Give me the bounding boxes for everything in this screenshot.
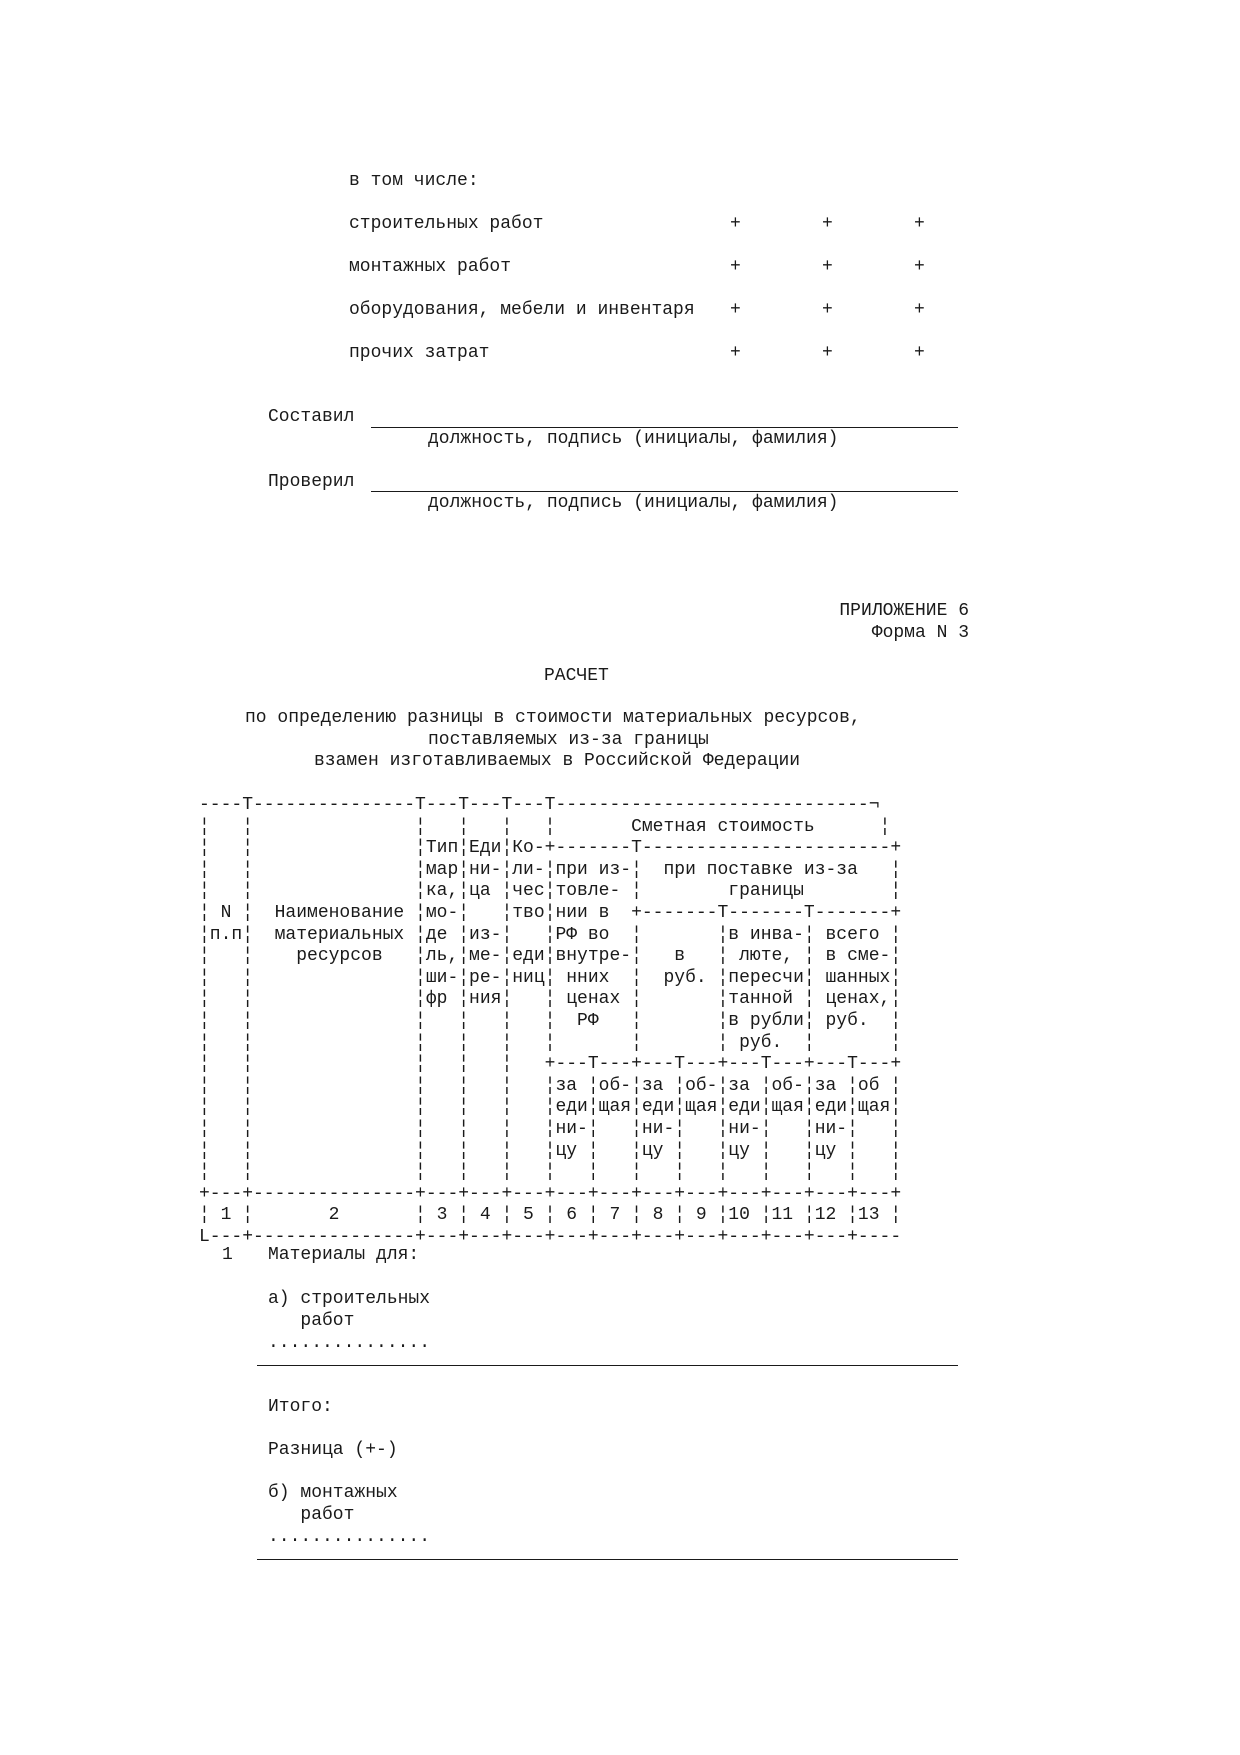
row-separator bbox=[257, 1559, 958, 1560]
appendix-name: ПРИЛОЖЕНИЕ 6 bbox=[839, 601, 969, 621]
totals-row-mark: + bbox=[822, 257, 833, 277]
totals-row-label: оборудования, мебели и инвентаря bbox=[349, 300, 695, 320]
page-title: РАСЧЕТ bbox=[544, 666, 609, 686]
sub-b-dots: ............... bbox=[268, 1527, 431, 1547]
totals-row-mark: + bbox=[822, 343, 833, 363]
compiled-by-label: Составил bbox=[268, 407, 355, 427]
checked-by-signature-line bbox=[371, 491, 958, 492]
totals-row-mark: + bbox=[914, 343, 925, 363]
compiled-by-caption: должность, подпись (инициалы, фамилия) bbox=[428, 429, 839, 449]
totals-row-mark: + bbox=[914, 257, 925, 277]
row-separator bbox=[257, 1365, 958, 1366]
totals-row-mark: + bbox=[914, 214, 925, 234]
sub-a-line-1: а) строительных bbox=[268, 1289, 431, 1309]
difference-label: Разница (+-) bbox=[268, 1440, 398, 1460]
totals-row-mark: + bbox=[730, 257, 741, 277]
checked-by-caption: должность, подпись (инициалы, фамилия) bbox=[428, 493, 839, 513]
sub-a-dots: ............... bbox=[268, 1333, 431, 1353]
title-line-3: взамен изготавливаемых в Российской Федерации bbox=[314, 751, 801, 771]
table-header: ----T---------------T---T---T---T-----------------------------¬ ¦ ¦ ¦ ¦ ¦ ¦ Сметная стоимость ¦ ¦ ¦ ¦Тип¦Еди¦Ко-+-------T-----------------------+ ¦ ¦ ¦мар¦ни-¦ли-¦при из-¦ при поставке из-за ¦ ¦ ¦ ¦ка,¦ца ¦чес¦товле- ¦ границы ¦ ¦ N ¦ Наименование ¦мо-¦ ¦тво¦нии в +-------T-------T-------+ ¦п.п¦ материальных ¦де ¦из-¦ ¦РФ во ¦ ¦в инва-¦ всего ¦ ¦ ¦ ресурсов ¦ль,¦ме-¦еди¦внутре-¦ в ¦ люте, ¦ в сме-¦ ¦ ¦ ¦ши-¦ре-¦ниц¦ нних ¦ руб. ¦пересчи¦ шанных¦ ¦ ¦ ¦фр ¦ния¦ ¦ ценах ¦ ¦танной ¦ ценах,¦ ¦ ¦ ¦ ¦ ¦ ¦ РФ ¦ ¦в рубли¦ руб. ¦ ¦ ¦ ¦ ¦ ¦ ¦ ¦ ¦ руб. ¦ ¦ ¦ ¦ ¦ ¦ ¦ +---T---+---T---+---T---+---T---+ ¦ ¦ ¦ ¦ ¦ ¦за ¦об-¦за ¦об-¦за ¦об-¦за ¦об ¦ ¦ ¦ ¦ ¦ ¦ ¦еди¦щая¦еди¦щая¦еди¦щая¦еди¦щая¦ ¦ ¦ ¦ ¦ ¦ ¦ни-¦ ¦ни-¦ ¦ни-¦ ¦ни-¦ ¦ ¦ ¦ ¦ ¦ ¦ ¦цу ¦ ¦цу ¦ ¦цу ¦ ¦цу ¦ ¦ ¦ ¦ ¦ ¦ ¦ ¦ ¦ ¦ ¦ ¦ ¦ ¦ ¦ ¦ +---+---------------+---+---+---+---+---+---+---+---+---+---+---+ ¦ 1 ¦ 2 ¦ 3 ¦ 4 ¦ 5 ¦ 6 ¦ 7 ¦ 8 ¦ 9 ¦10 ¦11 ¦12 ¦13 ¦ L---+---------------+---+---+---+---+---+---+---+---+---+---+---- bbox=[199, 795, 902, 1247]
totals-row-mark: + bbox=[730, 343, 741, 363]
totals-row-mark: + bbox=[822, 214, 833, 234]
sub-b-line-2: работ bbox=[268, 1505, 355, 1525]
sub-a-line-2: работ bbox=[268, 1311, 355, 1331]
title-line-1: по определению разницы в стоимости материальных ресурсов, bbox=[245, 708, 861, 728]
title-line-2: поставляемых из-за границы bbox=[428, 730, 709, 750]
item-number: 1 bbox=[222, 1245, 233, 1265]
appendix-form-number: Форма N 3 bbox=[871, 623, 969, 643]
totals-row-mark: + bbox=[914, 300, 925, 320]
totals-row-mark: + bbox=[822, 300, 833, 320]
totals-row-mark: + bbox=[730, 300, 741, 320]
totals-row-label: прочих затрат bbox=[349, 343, 490, 363]
totals-row-mark: + bbox=[730, 214, 741, 234]
totals-subhead: в том числе: bbox=[349, 171, 479, 191]
sub-b-line-1: б) монтажных bbox=[268, 1483, 398, 1503]
checked-by-label: Проверил bbox=[268, 472, 355, 492]
totals-row-label: монтажных работ bbox=[349, 257, 512, 277]
compiled-by-signature-line bbox=[371, 427, 958, 428]
totals-row-label: строительных работ bbox=[349, 214, 544, 234]
item-title: Материалы для: bbox=[268, 1245, 420, 1265]
total-label: Итого: bbox=[268, 1397, 333, 1417]
